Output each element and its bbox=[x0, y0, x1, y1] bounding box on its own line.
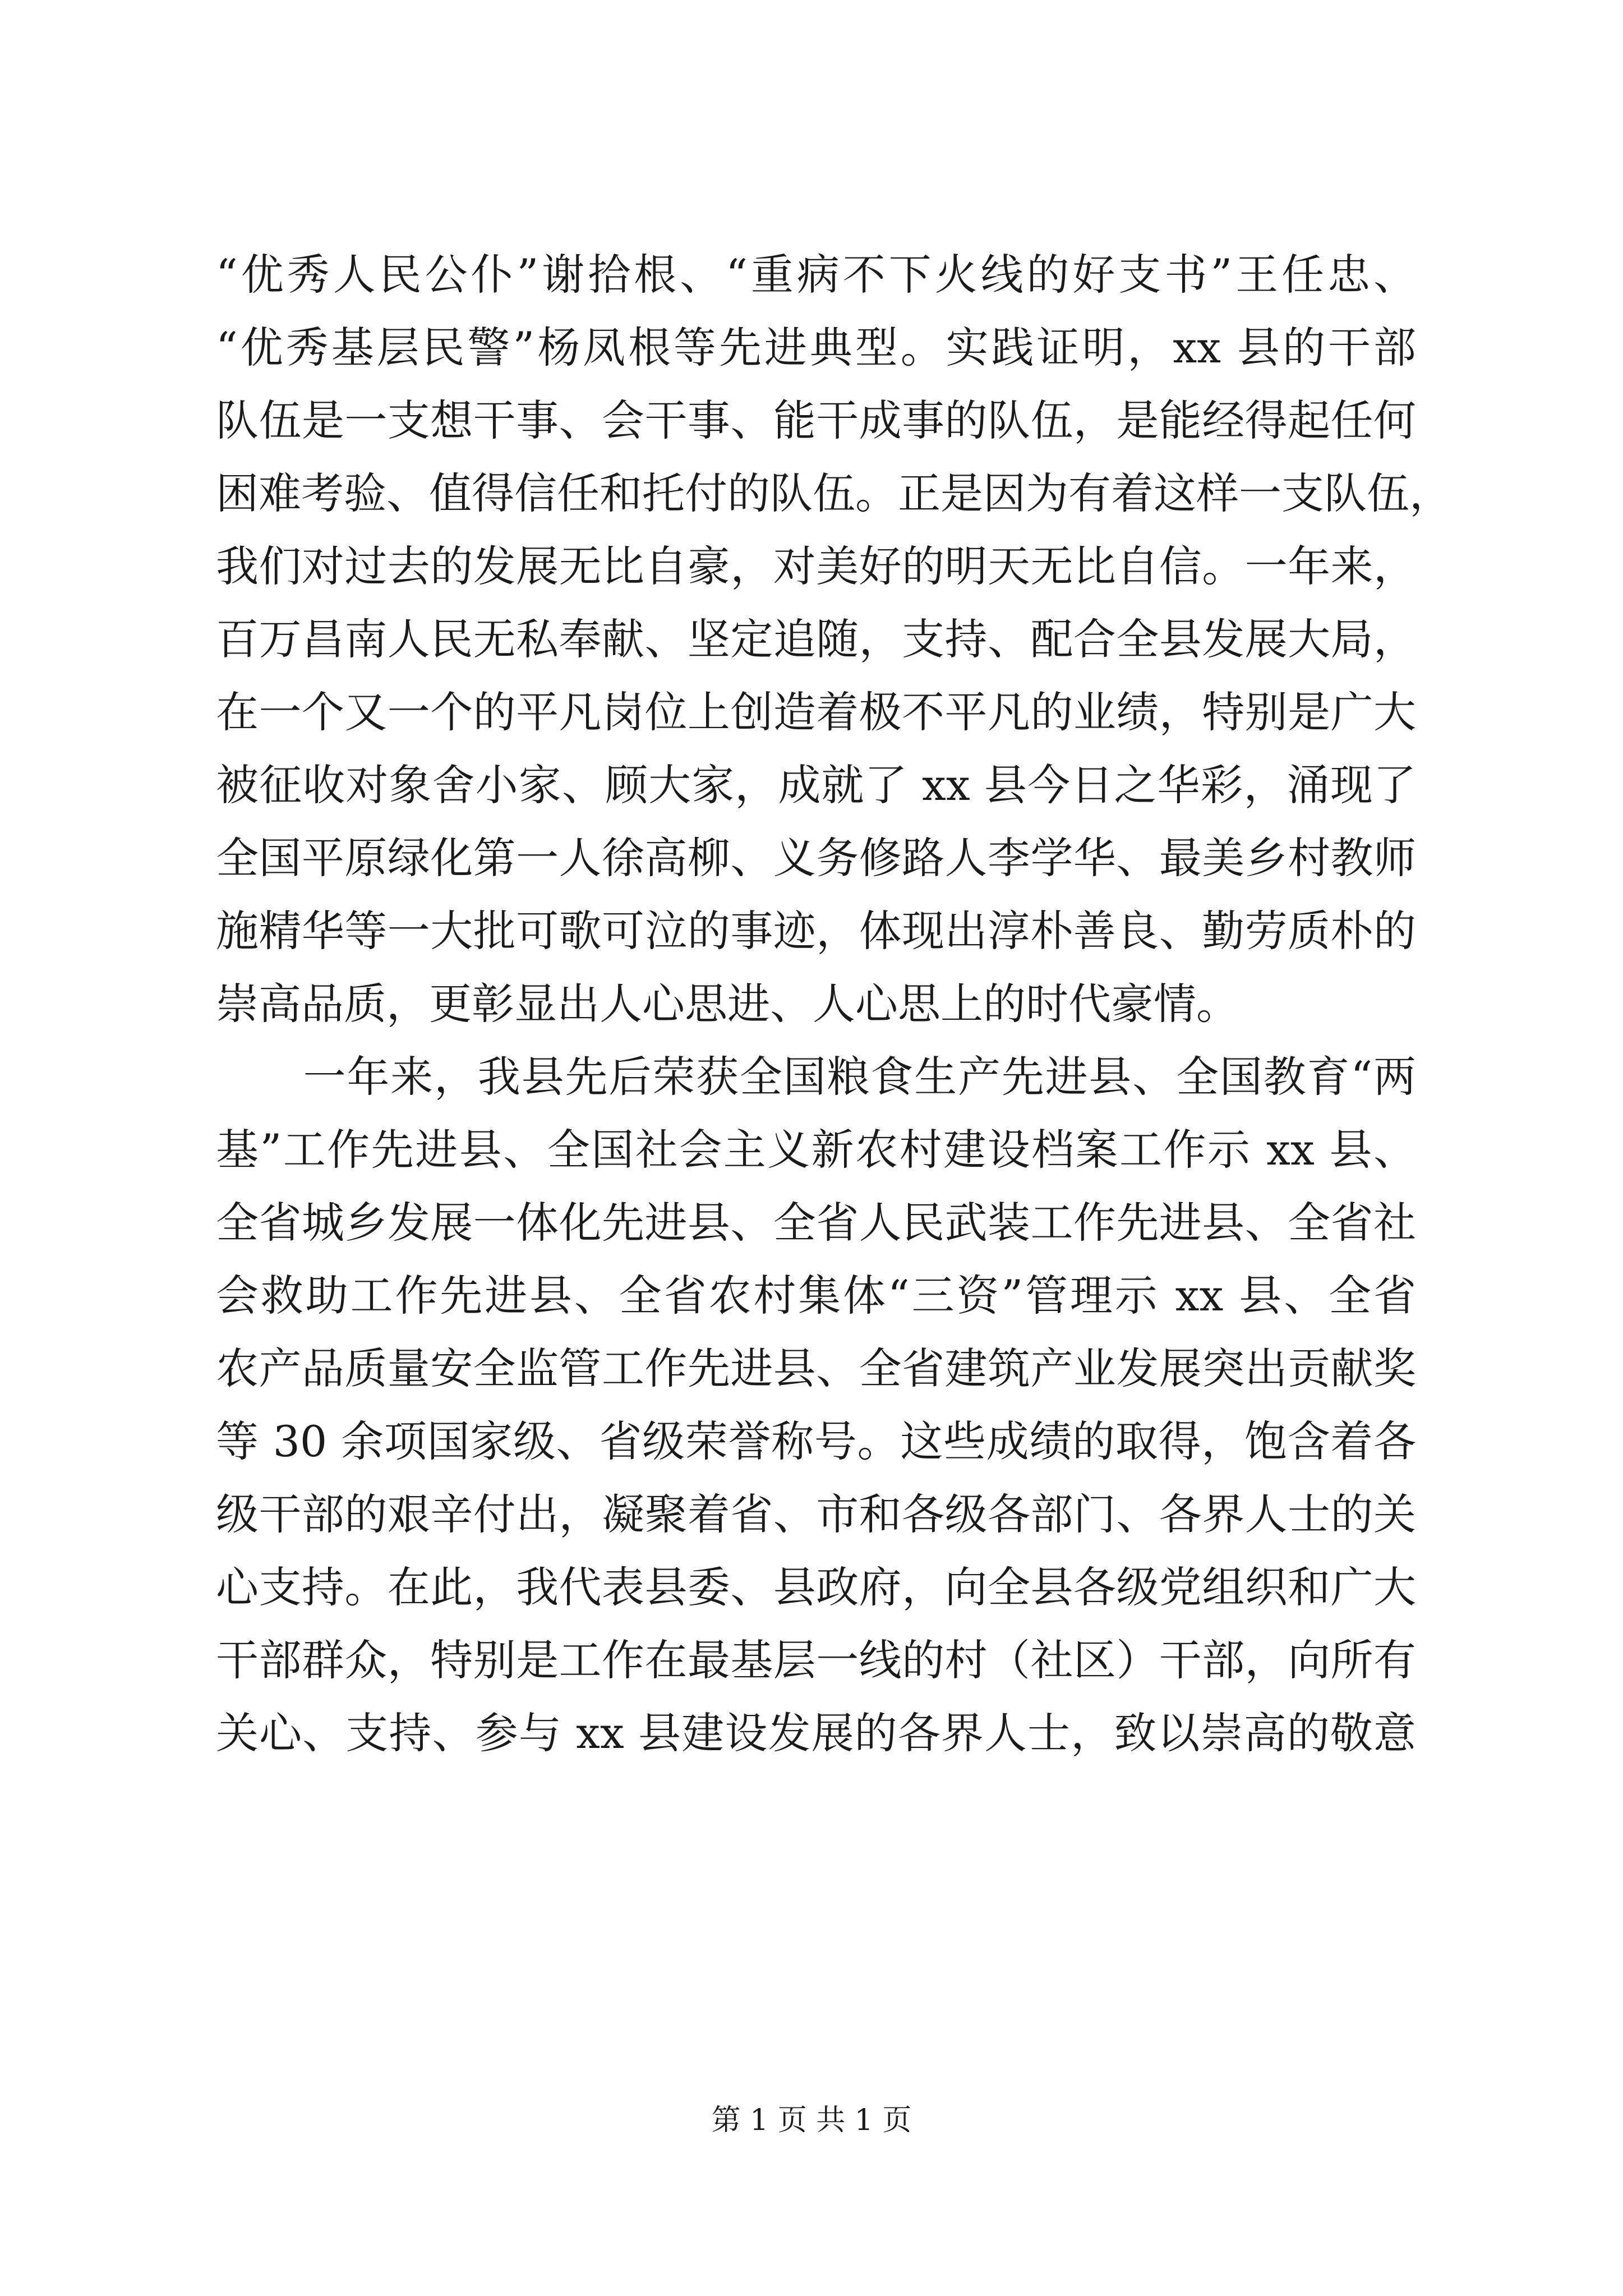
page-number-footer: 第 1 页 共 1 页 bbox=[711, 2104, 912, 2137]
text-line: 会救助工作先进县、全省农村集体“三资”管理示 xx 县、全省 bbox=[216, 1271, 1416, 1320]
text-line: 级干部的艰辛付出，凝聚着省、市和各级各部门、各界人士的关 bbox=[216, 1489, 1416, 1539]
text-line: 干部群众，特别是工作在最基层一线的村（社区）干部，向所有 bbox=[216, 1635, 1416, 1685]
text-line: 施精华等一大批可歌可泣的事迹，体现出淳朴善良、勤劳质朴的 bbox=[216, 906, 1416, 956]
text-line: 全省城乡发展一体化先进县、全省人民武装工作先进县、全省社 bbox=[216, 1198, 1416, 1248]
text-line: 百万昌南人民无私奉献、坚定追随，支持、配合全县发展大局， bbox=[216, 614, 1416, 664]
text-line: 等 30 余项国家级、省级荣誉称号。这些成绩的取得，饱含着各 bbox=[216, 1416, 1416, 1466]
text-line: 我们对过去的发展无比自豪，对美好的明天无比自信。一年来， bbox=[216, 541, 1416, 591]
paragraph-end-line: 崇高品质，更彰显出人心思进、人心思上的时代豪情。 bbox=[216, 979, 1239, 1029]
text-line: 心支持。在此，我代表县委、县政府，向全县各级党组织和广大 bbox=[216, 1562, 1416, 1612]
paragraph-start-line: 一年来，我县先后荣获全国粮食生产先进县、全国教育“两 bbox=[216, 1052, 1416, 1102]
text-line: 基”工作先进县、全国社会主义新农村建设档案工作示 xx 县、 bbox=[216, 1125, 1416, 1175]
text-line: 困难考验、值得信任和托付的队伍。正是因为有着这样一支队伍， bbox=[216, 468, 1452, 518]
text-line: 全国平原绿化第一人徐高柳、义务修路人李学华、最美乡村教师 bbox=[216, 833, 1416, 883]
text-line: “优秀人民公仆”谢拾根、“重病不下火线的好支书”王任忠、 bbox=[216, 250, 1416, 300]
text-line: 关心、支持、参与 xx 县建设发展的各界人士，致以崇高的敬意 bbox=[216, 1708, 1416, 1758]
text-line: 队伍是一支想干事、会干事、能干成事的队伍，是能经得起任何 bbox=[216, 395, 1416, 445]
text-line: 农产品质量安全监管工作先进县、全省建筑产业发展突出贡献奖 bbox=[216, 1343, 1416, 1393]
text-line: 被征收对象舍小家、顾大家，成就了 xx 县今日之华彩，涌现了 bbox=[216, 760, 1416, 810]
text-line: 在一个又一个的平凡岗位上创造着极不平凡的业绩，特别是广大 bbox=[216, 687, 1416, 737]
text-line: “优秀基层民警”杨凤根等先进典型。实践证明，xx 县的干部 bbox=[216, 323, 1416, 372]
